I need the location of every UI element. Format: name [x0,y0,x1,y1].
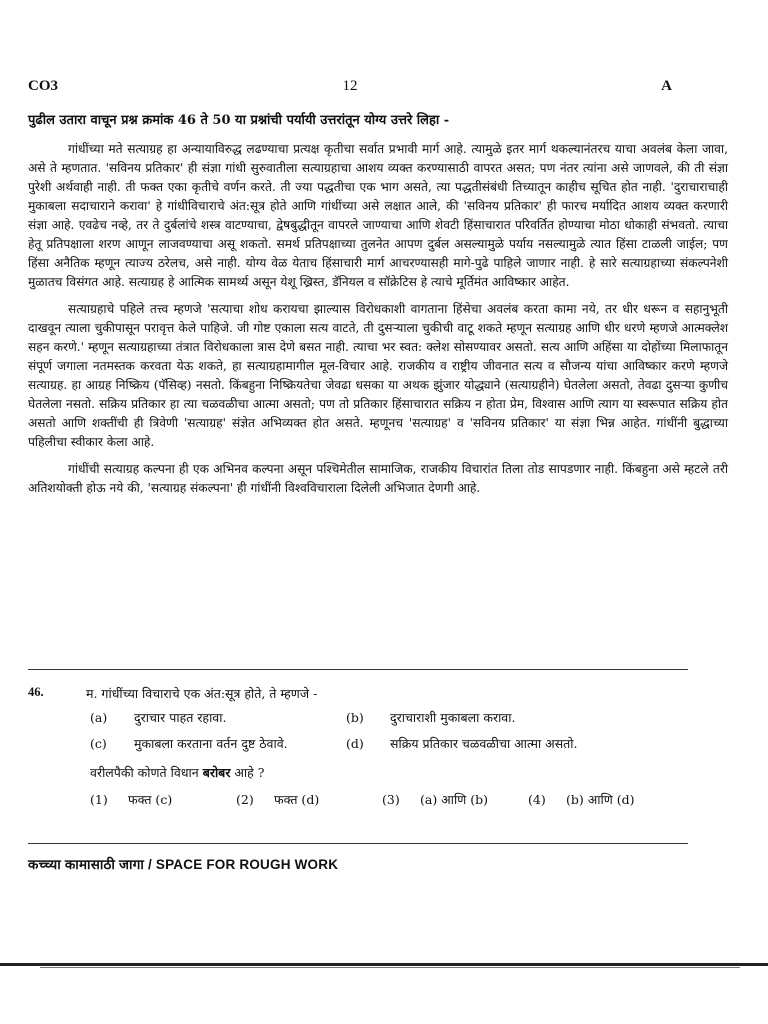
question-stem [28,685,728,709]
option-label: (c) [90,736,107,751]
prompt-text-end: आहे ? [230,765,265,780]
option-a [90,709,226,726]
option-d [346,735,578,752]
answer-choice-3 [382,791,488,808]
scan-edge-line [40,967,740,968]
option-label: (a) [90,710,108,725]
question-46 [28,685,728,815]
passage-paragraph-3: गांधींची सत्याग्रह कल्पना ही एक अभिनव कल्पना असून पश्चिमेतील सामाजिक, राजकीय विचारांत तिला तोड सापडणार नाही. किंबहुना असे म्हटले तरी अतिशयोक्ती होऊ नये की, 'सत्याग्रह संकल्पना' ही गांधींनी विश्वविचाराला दिलेली अभिजात देणगी आहे. [28,462,728,495]
answer-text: (a) आणि (b) [420,792,488,807]
answer-choice-4 [528,791,635,808]
page-header [28,78,672,98]
divider-line [28,843,688,844]
passage-paragraph-1: गांधींच्या मते सत्याग्रह हा अन्यायाविरुद्ध लढण्याचा प्रत्यक्ष कृतीचा सर्वात प्रभावी मार्ग आहे. त्यामुळे इतर मार्ग थकल्यानंतरच याचा अवलंब केला जावा, असे ते म्हणतात. 'सविनय प्रतिकार' ही संज्ञा गांधी सुरुवातीला सत्याग्रहाचा आशय व्यक्त करण्यासाठी वापरत असत; पण नंतर त्यांना असे जाणवले, की ती संज्ञा पुरेशी अर्थवाही नाही. ती फक्त एका कृतीचे वर्णन करते. ती ज्या पद्धतीचा एक भाग असते, त्या पद्धतीसंबंधी तिच्यातून काहीच सूचित होत नाही. 'दुराचाराचाही मुकाबला सदाचाराने करावा' हे गांधीविचाराचे अंत:सूत्र होते आणि गांधींच्या असे लक्षात आले, की 'सविनय प्रतिकार' ही फारच मर्यादित आशय व्यक्त करणारी संज्ञा आहे. एवढेच नव्हे, तर ते दुर्बलांचे शस्त्र वाटण्याचा, द्वेषबुद्धीतून वापरले जाण्याचा आणि शेवटी हिंसाचारात परिवर्तित होण्याचा मोठा धोकाही संभवतो. त्याचा हेतू प्रतिपक्षाला शरण आणून लाजवण्याचा असू शकतो. समर्थ प्रतिपक्षाच्या तुलनेत आपण दुर्बल असल्यामुळे पर्याय नसल्यामुळे त्यात हिंसा टाळली जाईल; पण हिंसा अनैतिक म्हणून त्याज्य ठरेलच, असे नाही. योग्य वेळ येताच हिंसाचारी मार्ग आचरण्यासही मागे-पुढे पाहिले जाणार नाही. हे सारे सत्याग्रहाच्या संकल्पनेशी मुळातच विसंगत आहे. सत्याग्रह हे आत्मिक सामर्थ्य असून येशू ख्रिस्त, डॅनियल व सॉक्रेटिस हे त्याचे मूर्तिमंत आविष्कार आहेत. [28,142,728,289]
answer-label: (3) [382,792,400,807]
option-text: दुराचार पाहत रहावा. [134,710,227,725]
answer-choice-2 [236,791,319,808]
prompt-text-start: वरीलपैकी कोणते विधान [90,765,203,780]
passage-paragraph-2: सत्याग्रहाचे पहिले तत्त्व म्हणजे 'सत्याचा शोध करायचा झाल्यास विरोधकाशी वागताना हिंसेचा अवलंब करता कामा नये, तर धीर धरून व सहानुभूती दाखवून त्याला चुकीपासून परावृत्त केले पाहिजे. जी गोष्ट एकाला सत्य वाटते, ती दुसऱ्याला चुकीची वाटू शकते म्हणून सत्याग्रह आणि धीर धरणे म्हणजे आत्मक्लेश सहन करणे.' म्हणून सत्याग्रहाच्या तंत्रात विरोधकाला त्रास देणे बसत नाही. त्याचा भर स्वत: क्लेश सोसण्यावर असतो. सत्य आणि अहिंसा या दोहोंच्या मिलाफातून संपूर्ण जगाला नतमस्तक करवता येऊ शकते, हा सत्याग्रहामागील मूल-विचार आहे. राजकीय व राष्ट्रीय जीवनात सत्य व सौजन्य यांचा आविष्कार करणे म्हणजे सत्याग्रह. हा आग्रह निष्क्रिय (पॅसिव्ह) नसतो. किंबहुना निष्क्रियतेचा जेवढा धसका या अथक झुंजार योद्ध्याने (सत्याग्रहीने) घेतलेला असतो, तेवढा दुसऱ्या कुणीच घेतलेला नसतो. सक्रिय प्रतिकार हा त्या चळवळीचा आत्मा असतो; पण तो प्रतिकार हिंसाचारात सक्रिय न होता प्रेम, विश्वास आणि त्याग या स्वरूपात सक्रिय होत असतो आणि शक्तींची ही त्रिवेणी 'सत्याग्रह' संज्ञेत अभिव्यक्त होत असते. म्हणूनच 'सत्याग्रह' व 'सविनय प्रतिकार' या संज्ञा भिन्न आहेत. गांधींनी बुद्धाच्या पहिलीचा स्वीकार केला आहे. [28,302,728,449]
answer-label: (2) [236,792,254,807]
answer-label: (1) [90,792,108,807]
scan-edge-line [0,963,768,966]
answer-choices [28,791,728,815]
answer-text: फक्त (c) [128,792,173,807]
paper-code: CO3 [28,78,58,94]
instruction-text: पुढील उतारा वाचून प्रश्न क्रमांक 46 ते 50 या प्रश्नांची पर्यायी उत्तरांतून योग्य उत्तरे लिहा - [28,113,450,128]
answer-label: (4) [528,792,546,807]
question-text: म. गांधींच्या विचाराचे एक अंत:सूत्र होते, ते म्हणजे - [86,686,318,701]
answer-text: (b) आणि (d) [566,792,635,807]
option-text: मुकाबला करताना वर्तन दुष्ट ठेवावे. [134,736,288,751]
options-row-1 [28,709,728,735]
options-row-2 [28,735,728,761]
option-c [90,735,288,752]
option-b [346,709,515,726]
answer-choice-1 [90,791,172,808]
divider-line [28,669,688,670]
page-number: 12 [342,78,358,94]
answer-text: फक्त (d) [274,792,320,807]
option-label: (b) [346,710,364,725]
option-text: सक्रिय प्रतिकार चळवळीचा आत्मा असतो. [390,736,578,751]
option-text: दुराचाराशी मुकाबला करावा. [390,710,516,725]
paper-set: A [661,78,672,94]
option-label: (d) [346,736,364,751]
prompt-emphasis: बरोबर [202,765,231,780]
reading-passage [28,140,728,506]
question-prompt [28,761,728,791]
rough-work-label: कच्च्या कामासाठी जागा / SPACE FOR ROUGH WORK [28,857,339,872]
question-number: 46. [28,685,44,699]
